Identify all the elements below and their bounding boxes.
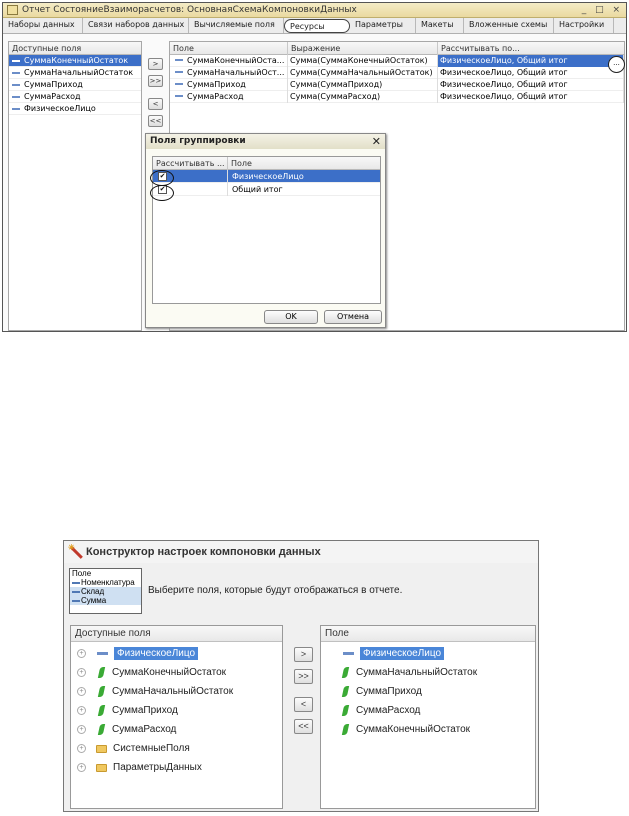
folder-icon [96,745,107,753]
cancel-button[interactable]: Отмена [324,310,382,324]
window-title-bar [3,3,626,18]
tree-item[interactable]: + ПараметрыДанных [71,758,282,777]
resource-icon [342,705,349,716]
resource-row[interactable]: СуммаНачальныйОст... Сумма(СуммаНачальныйОстаток) ФизическоеЛицо, Общий итог [170,67,624,79]
resource-icon [342,686,349,697]
grouping-row[interactable]: ✔ Общий итог [153,183,380,196]
highlight-ring [150,185,174,201]
remove-field-button[interactable]: < [294,697,313,712]
list-item[interactable]: СуммаРасход [321,701,535,720]
document-icon [7,5,18,15]
tree-item[interactable]: + СистемныеПоля [71,739,282,758]
resource-row[interactable]: СуммаРасход Сумма(СуммаРасход) ФизическоеЛицо, Общий итог [170,91,624,103]
field-icon [72,582,80,584]
resource-icon [98,686,105,697]
window-controls[interactable]: _ □ × [581,5,623,15]
resource-row[interactable]: СуммаКонечныйОста... Сумма(СуммаКонечныйОстаток) ФизическоеЛицо, Общий итог [170,55,624,67]
calc-by-cell[interactable]: ФизическоеЛицо, Общий итог [438,55,624,67]
available-field-row[interactable]: СуммаПриход [9,79,141,91]
settings-wizard-window [63,540,539,812]
resource-row[interactable]: СуммаПриход Сумма(СуммаПриход) ФизическоеЛицо, Общий итог [170,79,624,91]
expand-icon[interactable]: + [77,649,86,658]
tab-calculated-fields[interactable]: Вычисляемые поля [189,18,284,33]
tree-item[interactable]: + ФизическоеЛицо [71,644,282,663]
wizard-hint: Выберите поля, которые будут отображаться в отчете. [148,585,403,596]
grouping-fields-dialog [145,133,386,328]
tab-dataset-links[interactable]: Связи наборов данных [83,18,189,33]
expand-icon[interactable]: + [77,744,86,753]
field-icon [175,59,183,61]
wizard-chosen-fields [320,625,536,809]
move-left-button[interactable]: < [148,98,163,110]
add-field-button[interactable]: > [294,647,313,662]
list-item[interactable]: СуммаКонечныйОстаток [321,720,535,739]
calc-by-cell[interactable]: ФизическоеЛицо, Общий итог [438,91,624,103]
ok-button[interactable]: OK [264,310,318,324]
available-field-row[interactable]: СуммаРасход [9,91,141,103]
tree-item[interactable]: + СуммаПриход [71,701,282,720]
move-all-right-button[interactable]: >> [149,77,162,85]
field-icon [72,600,80,602]
available-field-row[interactable]: ФизическоеЛицо [9,103,141,115]
list-item[interactable]: СуммаНачальныйОстаток [321,663,535,682]
resource-icon [342,724,349,735]
wand-icon [68,545,82,559]
available-fields-panel [8,41,142,331]
tree-item[interactable]: + СуммаРасход [71,720,282,739]
expand-icon[interactable]: + [77,687,86,696]
calc-by-cell[interactable]: ФизическоеЛицо, Общий итог [438,79,624,91]
field-icon [12,60,20,62]
tab-parameters[interactable]: Параметры [350,18,416,33]
tab-layouts[interactable]: Макеты [416,18,464,33]
composition-schema-window [2,2,627,332]
field-icon [12,108,20,110]
expand-icon[interactable]: + [77,763,86,772]
tab-resources[interactable]: Ресурсы [284,19,350,33]
folder-icon [96,764,107,772]
dash-icon [343,652,354,655]
close-icon[interactable]: ✕ [371,135,381,148]
select-calc-fields-button[interactable]: ... [608,56,625,73]
calculate-checkbox[interactable]: ✔ [159,184,166,193]
expand-icon[interactable]: + [77,725,86,734]
dash-icon [97,652,108,655]
grouping-table-header: Рассчитывать ... Поле [153,157,380,170]
grouping-row[interactable]: ✔ ФизическоеЛицо [153,170,380,183]
tree-item[interactable]: + СуммаКонечныйОстаток [71,663,282,682]
dialog-title-bar [146,134,385,149]
wizard-title-bar [64,541,538,563]
fields-illustration: Поле Номенклатура Склад Сумма [69,568,142,614]
tab-bar [3,18,626,34]
tab-nested-schemas[interactable]: Вложенные схемы [464,18,554,33]
field-icon [72,591,80,593]
window-title: Отчет СостояниеВзаиморасчетов: ОсновнаяСхемаКомпоновкиДанных [22,5,357,15]
wizard-available-fields [70,625,283,809]
grouping-fields-table [152,156,381,304]
move-right-button[interactable]: > [148,58,163,70]
list-item[interactable]: ФизическоеЛицо [321,644,535,663]
field-icon [12,72,20,74]
move-all-left-button[interactable]: << [149,117,162,125]
field-icon [12,96,20,98]
resource-icon [98,724,105,735]
tree-item[interactable]: + СуммаНачальныйОстаток [71,682,282,701]
field-icon [175,83,183,85]
wizard-title: Конструктор настроек компоновки данных [86,546,321,558]
available-field-row[interactable]: СуммаКонечныйОстаток [9,55,141,67]
field-icon [175,71,183,73]
wizard-chosen-header: Поле [321,626,535,642]
expand-icon[interactable]: + [77,668,86,677]
field-icon [175,95,183,97]
field-icon [12,84,20,86]
tab-datasets[interactable]: Наборы данных [3,18,83,33]
calc-by-cell[interactable]: ФизическоеЛицо, Общий итог [438,67,624,79]
available-fields-header: Доступные поля [9,42,141,55]
available-field-row[interactable]: СуммаНачальныйОстаток [9,67,141,79]
wizard-available-header: Доступные поля [71,626,282,642]
resource-icon [342,667,349,678]
tab-settings[interactable]: Настройки [554,18,614,33]
highlight-ring [150,170,174,186]
expand-icon[interactable]: + [77,706,86,715]
resource-icon [98,705,105,716]
list-item[interactable]: СуммаПриход [321,682,535,701]
calculate-checkbox[interactable]: ✔ [159,171,166,180]
remove-all-fields-button[interactable]: << [294,719,313,734]
resources-header: Поле Выражение Рассчитывать по... [170,42,624,55]
resource-icon [98,667,105,678]
dialog-title: Поля группировки [150,136,246,146]
add-all-fields-button[interactable]: >> [294,669,313,684]
